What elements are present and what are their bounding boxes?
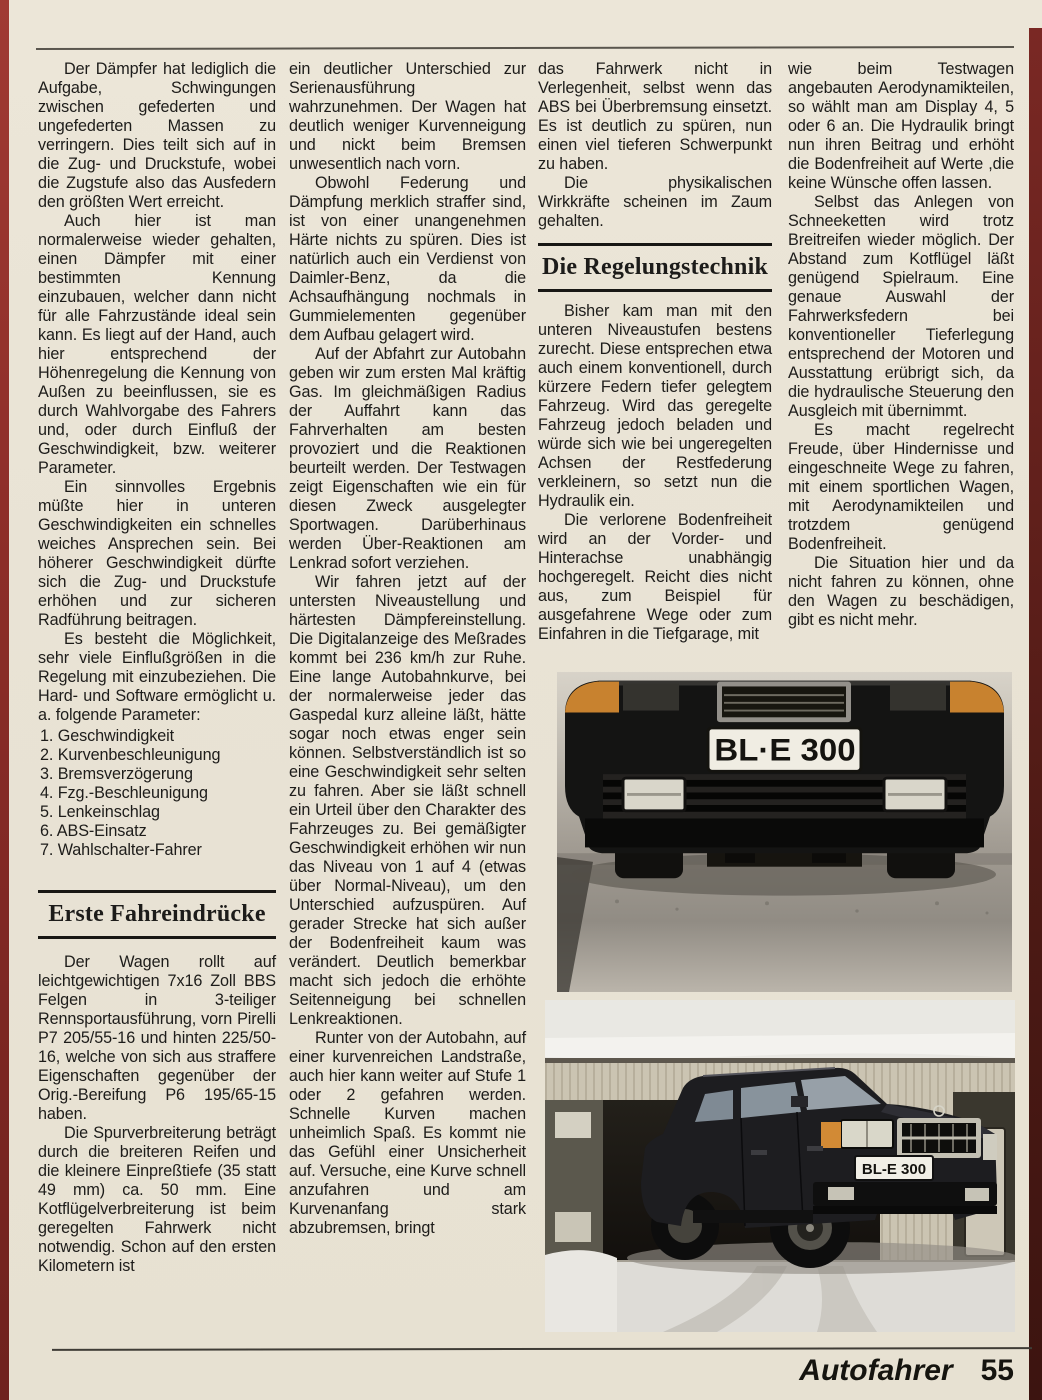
article-paragraph: Es macht regelrecht Freude, über Hindernisse und eingeschneite Wege zu fahren, mit einem sportlichen Wagen, mit Aerodynamikteilen und trotzdem genügend Bodenfreiheit. <box>788 421 1014 553</box>
article-paragraph: ein deutlicher Unterschied zur Serienausführung wahrzunehmen. Der Wagen hat deutlich weniger Kurvenneigung und nickt beim Bremsen unwesentlich nach vorn. <box>289 60 526 173</box>
article-paragraph: Der Wagen rollt auf leichtgewichtigen 7x16 Zoll BBS Felgen in 3-teiliger Rennsportausführung, vorn Pirelli P7 205/55-16 und hinten 225/50-16, welche von sich aus straffere Eigenschaften gegenüber der Orig.-Bereifung P6 195/65-15 haben. <box>38 953 276 1123</box>
article-paragraph: wie beim Testwagen angebauten Aerodynamikteilen, so wählt man am Display 4, 5 oder 6 an. Die Hydraulik bringt nun ihren Beitrag und erhöht die Bodenfreiheit auf Werte ,die keine Wünsche offen lassen. <box>788 60 1014 192</box>
car-grille <box>717 682 851 722</box>
fog-light-right <box>884 778 946 811</box>
photo-front-view <box>557 672 1012 992</box>
article-paragraph: das Fahrwerk nicht in Verlegenheit, selbst wenn das ABS bei Überbremsung einsetzt. Es ist deutlich zu spüren, nun einen viel tieferen Schwerpunkt zu haben. <box>538 60 772 173</box>
top-rule <box>36 46 1014 50</box>
article-paragraph: Auch hier ist man normalerweise wieder gehalten, einen Dämpfer mit einer bestimmten Kennung einzubauen, welcher dann nicht für alle Fahrzustände ideal sein kann. Es liegt auf der Hand, auch hier entsprechend der Höhenregelung die Kennung von Außen zu beeinflussen, sie es durch Wahlvorgabe des Fahrers und, oder durch Einfluß der Geschwindigkeit, bzw. weiterer Parameter. <box>38 212 276 477</box>
side-skirt <box>693 1210 813 1223</box>
section-heading-die-regelungstechnik: Die Regelungstechnik <box>538 243 772 292</box>
parameter-list <box>38 727 276 860</box>
headlight-right <box>890 684 946 711</box>
text-column-2 <box>289 60 526 1238</box>
license-plate <box>708 728 861 771</box>
fog-light-left <box>623 778 685 811</box>
footer-rule <box>52 1347 1032 1351</box>
left-wall-panel <box>545 1100 603 1268</box>
side-mirror <box>791 1096 808 1107</box>
page-footer <box>799 1354 1014 1388</box>
snow-mound <box>545 1250 617 1332</box>
bumper <box>813 1182 997 1214</box>
article-paragraph: Selbst das Anlegen von Schneeketten wird trotz Breitreifen wieder möglich. Der Abstand zum Kotflügel läßt genügend Spielraum. Eine genaue Auswahl der Fahrwerksfedern bei konventioneller Tieferlegung entsprechend der Motoren und Ausstattung erübrigt sich, da die hydraulische Steuerung den Ausgleich mit übernimmt. <box>788 193 1014 420</box>
text-column-1 <box>38 60 276 1276</box>
text-column-4 <box>788 60 1014 630</box>
text-column-3 <box>538 60 772 644</box>
article-paragraph: Wir fahren jetzt auf der untersten Niveaustellung und härtesten Dämpfereinstellung. Die Digitalanzeige des Meßrades kommt bei 236 km/h zur Ruhe. Eine lange Autobahnkurve, bei der normalerweise jeder das Gaspedal kurz alleine läßt, hätte sogar noch etwas enger sein können. Selbstverständlich ist so eine Geschwindigkeit sehr selten zu fahren. Aber sie läßt schnell ein Urteil über den Charakter des Fahrzeuges zu. Bei gemäßigter Geschwindigkeit erhöhen wir nun das Niveau von 1 auf 4 (etwas über Normal-Niveau), um den Unterschied aufzuspüren. Auf gerader Strecke hat sich außer der Bodenfreiheit kaum was verändert. Deutlich bemerkbar macht sich jedoch die erhöhte Seitenneigung bei schnellen Lenkreaktionen. <box>289 573 526 1028</box>
article-paragraph: Die verlorene Bodenfreiheit wird an der Vorder- und Hinterachse unabhängig hochgeregelt. Reicht dies nicht aus, zum Beispiel für ausgefahrene Wege oder zum Einfahren in die Tiefgarage, mit <box>538 511 772 643</box>
article-paragraph: Die Spurverbreiterung beträgt durch die breiteren Reifen und die kleinere Einpreßtiefe (35 statt 49 mm) ca. 50 mm. Eine Kotflügelverbreiterung ist beim geregelten Fahrwerk nicht notwendig. Schon auf den ersten Kilometern ist <box>38 1124 276 1275</box>
article-paragraph: Obwohl Federung und Dämpfung merklich straffer sind, ist von einer unangenehmen Härte nichts zu spüren. Dies ist natürlich auch ein Verdienst von Daimler-Benz, da die Achsaufhängung nochmals in Gummielementen gegenüber dem Aufbau gelagert wird. <box>289 174 526 344</box>
parameter-list-item: 7. Wahlschalter-Fahrer <box>40 841 202 859</box>
article-paragraph: Es besteht die Möglichkeit, sehr viele Einflußgrößen in die Regelung mit einzubeziehen. Die Hard- und Software ermöglicht u. a. folgende Parameter: <box>38 630 276 724</box>
parameter-list-item: 1. Geschwindigkeit <box>40 727 175 745</box>
article-paragraph: Die physikalischen Wirkkräfte scheinen im Zaum gehalten. <box>538 174 772 230</box>
parameter-list-item: 4. Fzg.-Beschleunigung <box>40 784 208 802</box>
photo-snow-scene <box>545 1000 1015 1332</box>
parameter-list-item: 6. ABS-Einsatz <box>40 822 147 840</box>
air-dam <box>585 819 984 848</box>
article-paragraph: Die Situation hier und da nicht fahren zu können, ohne den Wagen zu beschädigen, gibt es nicht mehr. <box>788 554 1014 629</box>
article-paragraph: Der Dämpfer hat lediglich die Aufgabe, Schwingungen zwischen gefederten und ungefederten Massen zu verringern. Dies teilt sich auf in die Zug- und Druckstufe, wobei die Zugstufe also das Ausfedern den größten Wert erreicht. <box>38 60 276 211</box>
left-page-edge <box>0 0 9 1400</box>
parameter-list-item: 3. Bremsverzögerung <box>40 765 193 783</box>
parameter-list-item: 2. Kurvenbeschleunigung <box>40 746 221 764</box>
headlight-left <box>623 684 679 711</box>
svg-text:BL-E 300: BL-E 300 <box>861 1161 927 1178</box>
section-heading-erste-fahreindruecke: Erste Fahreindrücke <box>38 890 276 939</box>
svg-text:BL·E 300: BL·E 300 <box>714 732 856 768</box>
parameter-list-item: 5. Lenkeinschlag <box>40 803 160 821</box>
footer-magazine-name: Autofahrer <box>799 1354 953 1387</box>
footer-page-number: 55 <box>980 1354 1014 1387</box>
right-page-edge <box>1029 28 1042 1400</box>
roof-eave <box>545 1058 1015 1063</box>
article-paragraph: Runter von der Autobahn, auf einer kurvenreichen Landstraße, auch hier kann weiter auf Stufe 1 oder 2 gefahren werden. Schnelle Kurven machen unheimlich Spaß. Es kommt nie das Gefühl einer Unsicherheit auf. Versuche, eine Kurve schnell anzufahren und am Kurvenanfang stark abzubremsen, bringt <box>289 1029 526 1237</box>
indicator-icon <box>821 1122 841 1148</box>
article-paragraph: Ein sinnvolles Ergebnis müßte hier in unteren Geschwindigkeiten ein schnelles weiches Ansprechen sein. Bei höherer Geschwindigkeit dürfte sich die Zug- und Druckstufe erhöhen und zur sicheren Radführung beitragen. <box>38 478 276 629</box>
license-plate <box>855 1156 933 1180</box>
article-paragraph: Bisher kam man mit den unteren Niveaustufen bestens zurecht. Diese entsprechen etwa auch einem konventionell, durch kürzere Federn tiefer gelegtem Fahrzeug. Wird das geregelte Fahrzeug jedoch beladen und würde sich wie bei ungeregelten Achsen der Restfederung verkleinern, so setzt nun die Hydraulik ein. <box>538 302 772 510</box>
article-paragraph: Auf der Abfahrt zur Autobahn geben wir zum ersten Mal kräftig Gas. Im gleichmäßigen Radius der Auffahrt kann das Fahrverhalten am besten provoziert und die Reaktionen beurteilt werden. Der Testwagen zeigt Eigenschaften wie ein für diesen Zweck ausgelegter Sportwagen. Darüberhinaus werden Über-Reaktionen am Lenkrad sofort verziehen. <box>289 345 526 572</box>
